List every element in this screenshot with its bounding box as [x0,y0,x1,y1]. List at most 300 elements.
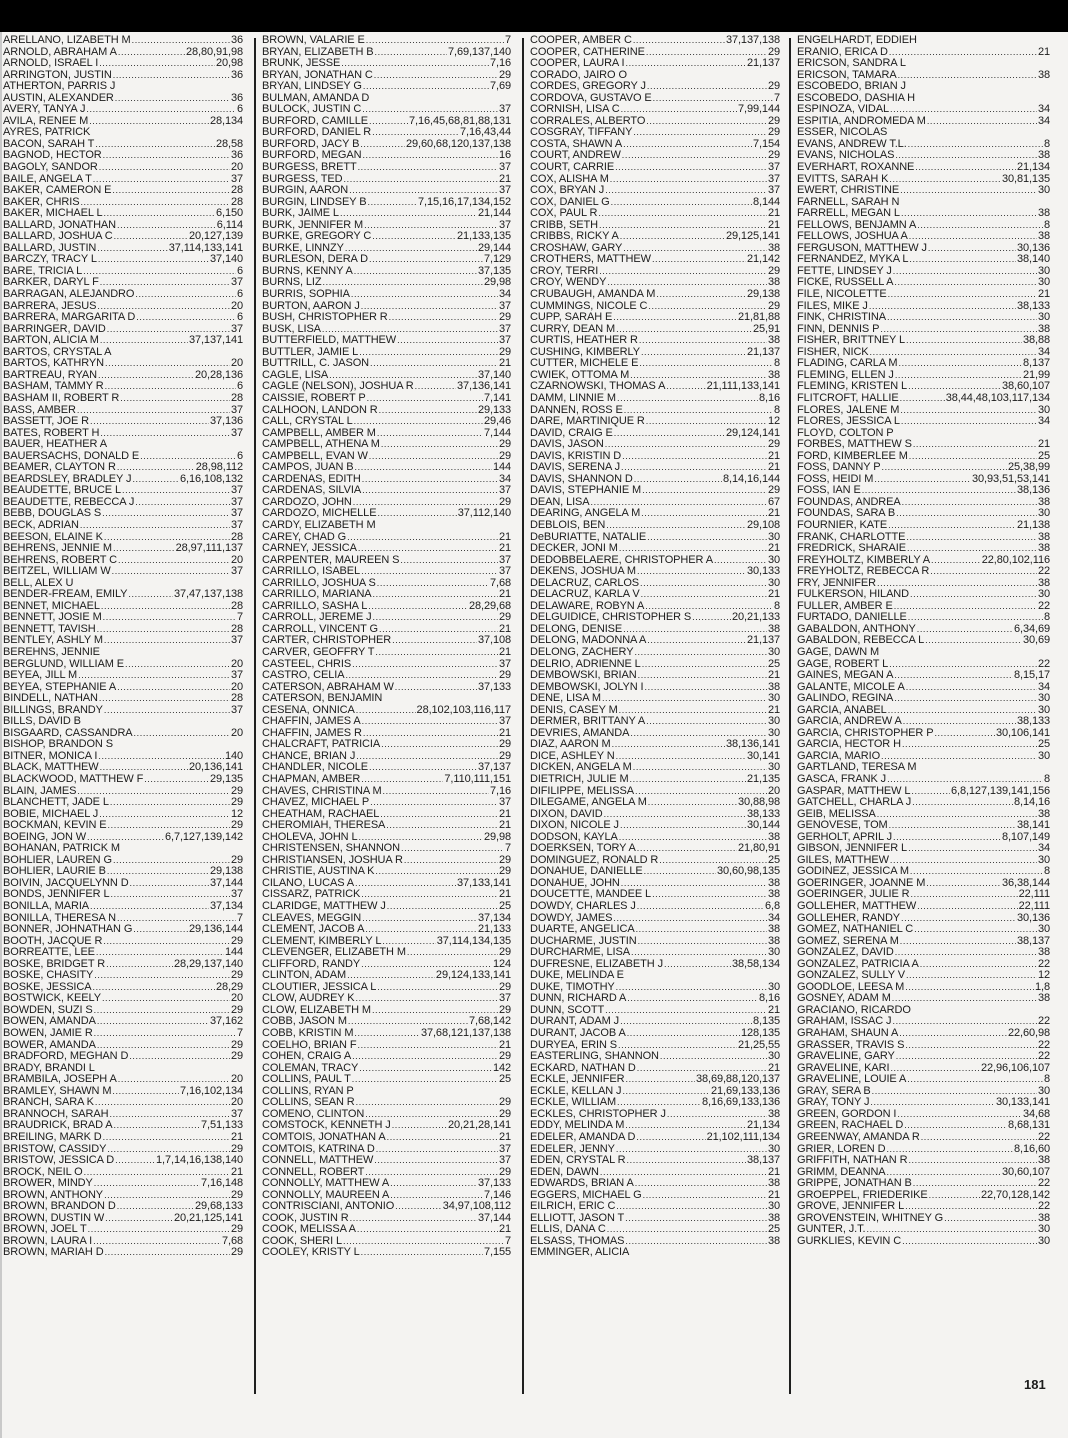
dot-leader [613,913,767,925]
index-entry [530,335,780,347]
index-entry [530,936,780,948]
entry-name: EVERHART, ROXANNE [797,162,915,174]
entry-name: GONZALEZ, SULLY V [797,970,905,982]
index-entry [3,670,243,682]
index-entry [262,358,511,370]
entry-name: FARRELL, MEGAN L [797,208,900,220]
dot-leader [929,1190,980,1202]
entry-pages: 28 [230,196,243,208]
entry-name: CUPP, SARAH E [530,312,613,324]
entry-pages: 37 [230,427,243,439]
dot-leader [641,347,746,359]
entry-name: CHRISTENSEN, SHANNON [262,843,400,855]
entry-name: FULLER, AMBER E [797,600,893,612]
entry-name: BURGIN, LINDSEY B [262,196,367,208]
entry-name: BARTON, ALICIA M [3,335,99,347]
dot-leader [352,659,498,671]
index-entry [797,1016,1050,1028]
dot-leader [397,335,498,347]
index-entry [262,416,511,428]
entry-pages: 29,138 [209,866,243,878]
dot-leader [881,462,1007,474]
dot-leader [375,647,498,659]
entry-name: GRASSER, TRAVIS S [797,1039,905,1051]
entry-pages: 21 [767,208,780,220]
entry-pages: 30,69 [1022,635,1050,647]
dot-leader [637,1063,767,1075]
dot-leader [639,358,773,370]
dot-leader [914,924,1037,936]
entry-name: COMSTOCK, KENNETH J [262,1120,391,1132]
entry-pages: 38 [1037,531,1050,543]
dot-leader [105,1247,230,1259]
entry-pages: 29 [498,739,511,751]
dot-leader [880,324,1037,336]
entry-name: FLADING, CARLA M [797,358,898,370]
dot-leader [329,370,477,382]
dot-leader [890,1063,980,1075]
entry-name: CROY, WENDY [530,277,607,289]
index-entry [3,174,243,186]
dot-leader [112,1086,179,1098]
index-entry [530,116,780,128]
index-entry [797,370,1050,382]
dot-leader [354,266,477,278]
entry-name: DEBLOIS, BEN [530,519,606,531]
dot-leader [369,116,408,128]
entry-pages: 37,136,141 [456,381,511,393]
index-entry [797,1236,1050,1248]
entry-pages: 38 [1037,1212,1050,1224]
index-entry [530,220,780,232]
entry-name: FLORES, JALENE M [797,404,900,416]
entry-name: CHANCE, BRIAN J [262,750,356,762]
entry-pages: 28,80,91,98 [185,46,243,58]
entry-pages: 30,106,141 [995,727,1050,739]
entry-name: CISSARZ, PATRICK [262,889,361,901]
entry-name: DOMINGUEZ, RONALD R [530,854,659,866]
entry-pages: 21 [498,646,511,658]
entry-pages: 37,136 [209,416,243,428]
entry-name: GONZALEZ, DAVID [797,947,894,959]
entry-name: BROCK, NEIL O [3,1166,83,1178]
dot-leader [95,1097,230,1109]
entry-pages: 7,16,43,44 [460,127,511,139]
entry-name: EGGERS, MICHAEL G [530,1189,642,1201]
entry-name: COX, ALISHA M [530,173,609,185]
entry-name: CURTIS, HEATHER R [530,335,638,347]
index-entry [530,1224,780,1236]
index-entry [530,474,780,486]
entry-name: COOPER, CATHERINE [530,46,645,58]
index-entry [262,936,511,948]
entry-pages: 30,88,98 [737,797,780,809]
dot-leader [604,809,746,821]
index-entry [262,624,511,636]
entry-name: CAGLE, LISA [262,369,329,381]
entry-pages: 25,38,99 [1007,462,1050,474]
dot-leader [345,243,477,255]
index-entry [262,739,511,751]
index-entry [530,601,780,613]
entry-name: CROY, TERRI [530,265,599,277]
dot-leader [926,878,1001,890]
entry-pages: 7 [236,612,243,624]
dot-leader [99,809,230,821]
dot-leader [361,959,492,971]
entry-pages: 38 [767,1108,780,1120]
dot-leader [620,820,746,832]
entry-pages: 21 [1037,289,1050,301]
index-entry [262,1040,511,1052]
entry-name: CALL, CRYSTAL L [262,416,353,428]
entry-name: FREYHOLTZ, KIMBERLY A [797,554,930,566]
index-entry [797,659,1050,671]
dot-leader [362,104,498,116]
dot-leader [616,751,746,763]
entry-pages: 37,112,140 [457,508,511,520]
index-entry [797,162,1050,174]
dot-leader [103,1132,230,1144]
entry-pages: 29,138 [746,289,780,301]
dot-leader [902,1236,1037,1248]
entry-pages: 38 [1037,208,1050,220]
index-entry [3,474,243,486]
index-entry [262,485,511,497]
dot-leader [401,843,504,855]
entry-name: CHAPMAN, AMBER [262,774,361,785]
index-entry [3,739,243,751]
index-entry [530,324,780,336]
dot-leader [94,1178,200,1190]
entry-name: DELONG, ZACHERY [530,646,634,658]
entry-name: DUKE, TIMOTHY [530,981,615,993]
index-entry [3,231,243,243]
dot-leader [896,1051,1037,1063]
entry-name: CRIBBS, RICKY A [530,231,619,243]
index-entry [797,878,1050,890]
entry-name: DAVID, CRAIG E [530,427,613,439]
index-entry [3,1120,243,1132]
entry-name: GRAVELINE, KARI [797,1062,890,1074]
entry-pages: 30 [1037,924,1050,936]
entry-name: DELRIO, ADRIENNE L [530,658,641,670]
index-entry [262,889,511,901]
entry-name: DEARING, ANGELA M [530,508,641,520]
entry-name: BAUER, HEATHER A [3,439,107,451]
entry-name: FRY, JENNIFER [797,577,876,589]
entry-pages: 21,25,55 [737,1039,780,1051]
dot-leader [350,1213,477,1225]
index-entry [797,312,1050,324]
index-entry [530,705,780,717]
entry-name: CLOUTIER, JESSICA L [262,981,377,993]
index-entry [3,566,243,578]
entry-name: BOWEN, AMANDA [3,1016,96,1028]
index-entry [797,1155,1050,1167]
dot-leader [645,682,767,694]
index-entry [3,520,243,532]
entry-pages: 30 [1037,277,1050,289]
index-entry [262,843,511,855]
index-entry [797,451,1050,463]
dot-leader [340,208,477,220]
entry-name: GUNTER, J.T. [797,1224,866,1236]
dot-leader [887,1167,1001,1179]
entry-name: CARRILLO, ISABEL [262,566,361,578]
dot-leader [616,1201,767,1213]
dot-leader [94,1005,230,1017]
dot-leader [92,982,215,994]
entry-pages: 22 [1037,566,1050,578]
entry-pages: 21 [498,1131,511,1143]
entry-name: BRAMBILA, JOSEPH A [3,1074,117,1086]
dot-leader [97,1016,209,1028]
entry-pages: 8,16 [758,392,780,404]
entry-name: ATHERTON, PARRIS J [3,81,116,93]
entry-pages: 38 [1037,323,1050,335]
dot-leader [931,555,981,567]
dot-leader [648,301,767,313]
entry-pages: 38 [1037,150,1050,162]
entry-name: BURK, JENNIFER M [262,219,364,231]
index-entry [530,1005,780,1017]
entry-name: CARROLL, JEREME J [262,612,372,624]
index-entry [530,739,780,751]
index-entry [530,93,780,105]
entry-name: EASTERLING, SHANNON [530,1051,659,1063]
index-entry [530,970,780,982]
entry-pages: 21 [767,462,780,474]
entry-pages: 8,14,16 [1013,797,1050,809]
entry-name: BOSKE, BRIDGET R [3,958,106,970]
dot-leader [908,139,1043,151]
dot-leader [627,1155,746,1167]
entry-pages: 38 [1037,231,1050,243]
dot-leader [99,693,230,705]
entry-name: CHAFFIN, JAMES R [262,727,362,739]
dot-leader [619,705,767,717]
dot-leader [641,589,767,601]
dot-leader [93,174,230,186]
index-entry [530,185,780,197]
dot-leader [361,301,498,313]
entry-pages: 25 [767,1224,780,1236]
entry-pages: 21,142 [746,254,780,266]
entry-pages: 37 [498,1155,511,1167]
dot-leader [84,1167,230,1179]
entry-name: DAVIS, SERENA J [530,462,620,474]
entry-pages: 29 [498,1004,511,1016]
index-entry [262,104,511,116]
index-entry [797,381,1050,393]
entry-name: GAGE, ROBERT L [797,658,889,670]
index-entry [797,508,1050,520]
entry-pages: 34 [1037,104,1050,116]
entry-pages: 8,14,16,144 [722,473,780,485]
dot-leader [105,358,230,370]
index-entry [3,1086,243,1098]
entry-pages: 29 [230,1143,243,1155]
entry-pages: 20,127,139 [188,231,243,243]
dot-leader [637,901,764,913]
dot-leader [714,555,767,567]
dot-leader [889,174,1001,186]
dot-leader [638,936,767,948]
entry-pages: 29 [230,1247,243,1259]
index-entry [262,58,511,70]
entry-pages: 16 [498,150,511,162]
index-entry [530,70,780,82]
dot-leader [343,1236,504,1248]
entry-name: GRAVELINE, LOUIE A [797,1074,907,1086]
dot-leader [647,532,767,544]
entry-name: EDDY, MELINDA M [530,1120,625,1132]
index-entry [3,555,243,567]
dot-leader [616,324,752,336]
entry-name: CARDENAS, SILVIA [262,485,362,497]
dot-leader [911,786,950,798]
entry-pages: 34 [498,289,511,301]
dot-leader [361,774,443,786]
dot-leader [660,1051,767,1063]
dot-leader [912,797,1013,809]
entry-name: FISHER, NICK [797,346,869,358]
entry-pages: 37 [230,496,243,508]
entry-name: DECKER, JONI M [530,543,618,555]
entry-name: BALLARD, JUSTIN [3,242,97,254]
index-entry [262,301,511,313]
index-entry [530,947,780,959]
entry-pages: 37,133 [477,681,511,693]
index-entry [797,93,1050,105]
entry-pages: 36 [230,35,243,46]
entry-pages: 29,108 [746,519,780,531]
index-entry [797,612,1050,624]
index-entry [797,47,1050,59]
entry-pages: 20,21,133 [731,612,780,624]
entry-name: FLEMING, KRISTEN L [797,381,908,393]
entry-pages: 21 [1037,46,1050,58]
dot-leader [638,670,767,682]
entry-pages: 8 [1043,138,1050,150]
entry-pages: 37 [498,185,511,197]
dot-leader [395,682,477,694]
entry-pages: 8,15,17 [1013,670,1050,682]
entry-name: GRAVELINE, GARY [797,1051,895,1063]
index-entry [797,843,1050,855]
entry-pages: 22,80,102,116 [981,554,1050,566]
entry-pages: 37,114,134,135 [436,935,511,947]
entry-pages: 20,28,136 [194,369,243,381]
dot-leader [895,370,1022,382]
index-entry [530,451,780,463]
dot-leader [361,566,498,578]
entry-pages: 30,81,135 [1001,173,1050,185]
index-entry [3,635,243,647]
entry-pages: 21,137 [746,58,780,70]
column-divider [789,38,791,1394]
index-entry [797,728,1050,740]
entry-pages: 21 [230,1131,243,1143]
dot-leader [633,762,767,774]
entry-name: GROEPPEL, FRIEDERIKE [797,1189,928,1201]
entry-pages: 20 [230,1097,243,1109]
index-entry [530,312,780,324]
entry-name: EILRICH, ERIC C [530,1201,616,1213]
entry-name: BROWN, JOEL T [3,1224,87,1236]
dot-leader [129,1051,230,1063]
entry-pages: 21 [498,543,511,555]
dot-leader [94,970,230,982]
index-entry [797,809,1050,821]
index-entry [530,786,780,798]
dot-leader [611,197,752,209]
entry-name: BEHRENS, JENNIE M [3,543,112,555]
dot-leader [642,485,767,497]
dot-leader [624,405,773,417]
dot-leader [358,162,498,174]
entry-name: COLLINS, SEAN R [262,1097,355,1109]
dot-leader [136,312,236,324]
entry-name: FINK, CHRISTINA [797,312,886,324]
entry-pages: 20 [230,681,243,693]
entry-name: GEIB, MELISSA [797,808,876,820]
entry-name: AVERY, TANYA J [3,104,86,116]
index-entry [262,820,511,832]
entry-name: BOIVIN, JACQUELYNN D [3,877,129,889]
entry-name: FRANK, CHARLOTTE [797,531,906,543]
entry-name: GABALDON, REBECCA L [797,635,925,647]
dot-leader [643,1190,767,1202]
entry-pages: 30 [1037,693,1050,705]
index-entry [530,197,780,209]
entry-name: FOSS, IAN E [797,485,861,497]
entry-name: BURNS, KENNY A [262,265,353,277]
dot-leader [917,901,1017,913]
dot-leader [621,104,737,116]
entry-pages: 29 [230,1004,243,1016]
entry-name: COLLINS, PAUL T [262,1074,351,1086]
index-entry [262,208,511,220]
entry-pages: 8 [1043,612,1050,624]
entry-name: DOWDY, JAMES [530,912,613,924]
index-entry [797,866,1050,878]
entry-name: CATERSON, ABRAHAM W [262,681,394,693]
entry-pages: 37,133 [477,1178,511,1190]
entry-name: EDELER, JENNY [530,1143,615,1155]
entry-pages: 30 [1037,1224,1050,1236]
dot-leader [345,670,498,682]
entry-pages: 37,134 [477,912,511,924]
index-entry [530,485,780,497]
dot-leader [377,428,483,440]
entry-pages: 30 [767,554,780,566]
entry-name: ECKLE, WILLIAM [530,1097,617,1109]
entry-name: DILEGAME, ANGELA M [530,797,647,809]
index-entry [797,358,1050,370]
index-entry [3,659,243,671]
index-entry [797,462,1050,474]
dot-leader [362,485,498,497]
entry-pages: 30 [767,1051,780,1063]
dot-leader [901,208,1037,220]
index-entry [262,1028,511,1040]
entry-pages: 37 [230,670,243,682]
index-entry [262,1201,511,1213]
dot-leader [132,474,179,486]
entry-pages: 21 [767,1004,780,1016]
